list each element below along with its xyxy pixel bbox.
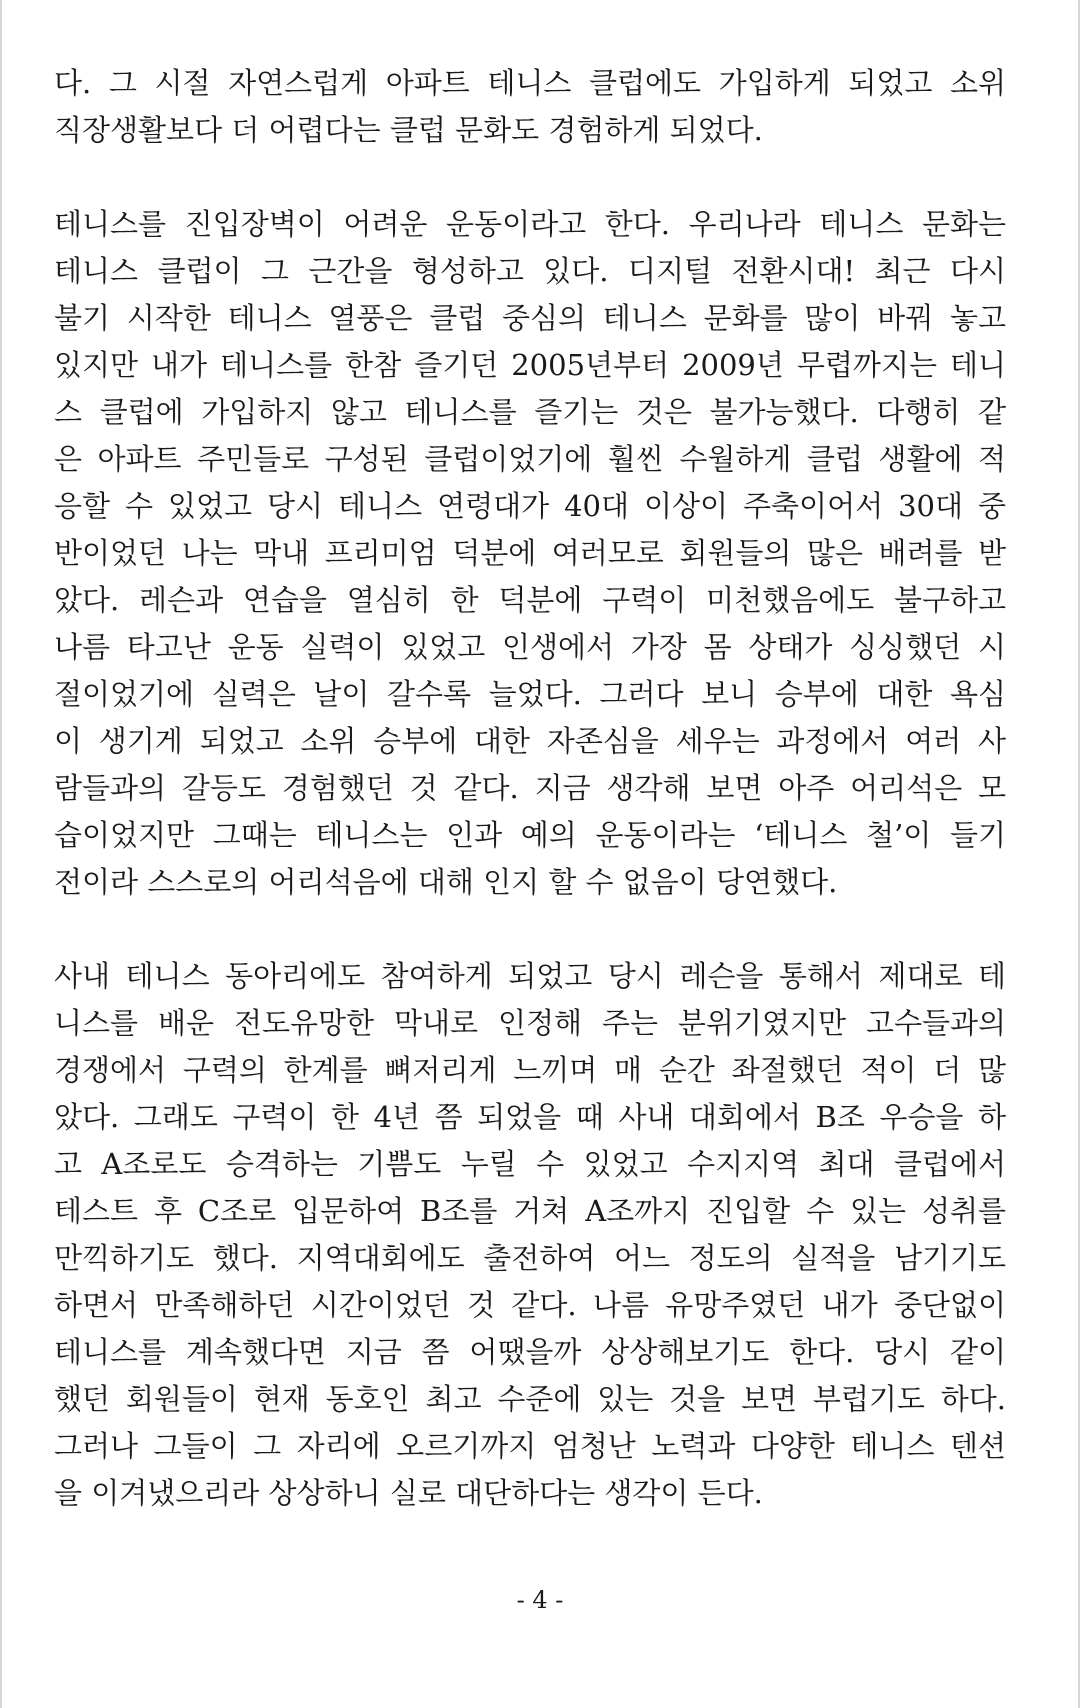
text-line: 니스를 배운 전도유망한 막내로 인정해 주는 분위기였지만 고수들과의 <box>54 1006 1006 1040</box>
text-line: 했던 회원들이 현재 동호인 최고 수준에 있는 것을 보면 부럽기도 하다. <box>54 1382 1006 1416</box>
document-body <box>54 60 1006 1564</box>
text-line: 사내 테니스 동아리에도 참여하게 되었고 당시 레슨을 통해서 제대로 테 <box>54 959 1006 993</box>
text-line: 그러나 그들이 그 자리에 오르기까지 엄청난 노력과 다양한 테니스 텐션 <box>54 1429 1006 1463</box>
text-line: 스 클럽에 가입하지 않고 테니스를 즐기는 것은 불가능했다. 다행히 같 <box>54 395 1006 429</box>
text-line: 고 A조로도 승격하는 기쁨도 누릴 수 있었고 수지지역 최대 클럽에서 <box>54 1147 1006 1181</box>
paragraph-3 <box>54 953 1006 1517</box>
paragraph-1 <box>54 60 1006 154</box>
text-line: 전이라 스스로의 어리석음에 대해 인지 할 수 없음이 당연했다. <box>54 865 838 899</box>
text-line: 습이었지만 그때는 테니스는 인과 예의 운동이라는 ‘테니스 철’이 들기 <box>54 818 1006 852</box>
text-line: 을 이겨냈으리라 상상하니 실로 대단하다는 생각이 든다. <box>54 1476 763 1510</box>
text-line: 테니스를 진입장벽이 어려운 운동이라고 한다. 우리나라 테니스 문화는 <box>54 207 1006 241</box>
text-line: 경쟁에서 구력의 한계를 뼈저리게 느끼며 매 순간 좌절했던 적이 더 많 <box>54 1053 1006 1087</box>
text-line: 았다. 레슨과 연습을 열심히 한 덕분에 구력이 미천했음에도 불구하고 <box>54 583 1006 617</box>
text-line: 절이었기에 실력은 날이 갈수록 늘었다. 그러다 보니 승부에 대한 욕심 <box>54 677 1006 711</box>
text-line: 이 생기게 되었고 소위 승부에 대한 자존심을 세우는 과정에서 여러 사 <box>54 724 1006 758</box>
text-line: 직장생활보다 더 어렵다는 클럽 문화도 경험하게 되었다. <box>54 113 763 147</box>
text-line: 하면서 만족해하던 시간이었던 것 같다. 나름 유망주였던 내가 중단없이 <box>54 1288 1006 1322</box>
text-line: 응할 수 있었고 당시 테니스 연령대가 40대 이상이 주축이어서 30대 중 <box>54 489 1006 523</box>
text-line: 반이었던 나는 막내 프리미엄 덕분에 여러모로 회원들의 많은 배려를 받 <box>54 536 1006 570</box>
text-line: 만끽하기도 했다. 지역대회에도 출전하여 어느 정도의 실적을 남기기도 <box>54 1241 1006 1275</box>
text-line: 있지만 내가 테니스를 한참 즐기던 2005년부터 2009년 무렵까지는 테니 <box>54 348 1006 382</box>
text-line: 테니스 클럽이 그 근간을 형성하고 있다. 디지털 전환시대! 최근 다시 <box>54 254 1006 288</box>
text-line: 테니스를 계속했다면 지금 쯤 어땠을까 상상해보기도 한다. 당시 같이 <box>54 1335 1006 1369</box>
text-line: 은 아파트 주민들로 구성된 클럽이었기에 훨씬 수월하게 클럽 생활에 적 <box>54 442 1006 476</box>
paragraph-2 <box>54 201 1006 906</box>
text-line: 람들과의 갈등도 경험했던 것 같다. 지금 생각해 보면 아주 어리석은 모 <box>54 771 1006 805</box>
text-line: 나름 타고난 운동 실력이 있었고 인생에서 가장 몸 상태가 싱싱했던 시 <box>54 630 1006 664</box>
text-line: 다. 그 시절 자연스럽게 아파트 테니스 클럽에도 가입하게 되었고 소위 <box>54 66 1006 100</box>
text-line: 불기 시작한 테니스 열풍은 클럽 중심의 테니스 문화를 많이 바꿔 놓고 <box>54 301 1006 335</box>
page-number: - 4 - <box>516 1586 564 1614</box>
text-line: 았다. 그래도 구력이 한 4년 쯤 되었을 때 사내 대회에서 B조 우승을 하 <box>54 1100 1006 1134</box>
text-line: 테스트 후 C조로 입문하여 B조를 거쳐 A조까지 진입할 수 있는 성취를 <box>54 1194 1006 1228</box>
